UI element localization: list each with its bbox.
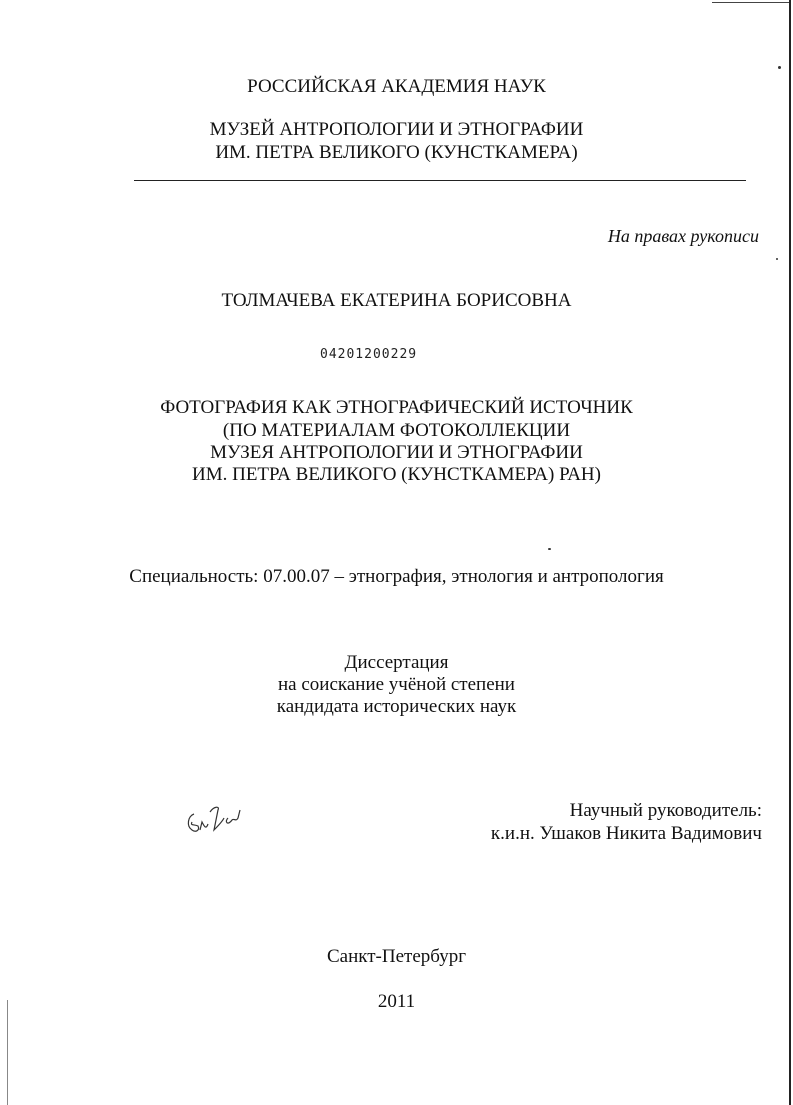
scan-edge-right [789, 0, 791, 1105]
header-divider [134, 180, 746, 181]
scan-speck [776, 258, 778, 260]
supervisor-label: Научный руководитель: [569, 800, 762, 821]
academy-name: РОССИЙСКАЯ АКАДЕМИЯ НАУК [247, 76, 546, 97]
dissertation-label: Диссертация [344, 652, 449, 673]
city: Санкт-Петербург [326, 946, 466, 967]
museum-name-line2: ИМ. ПЕТРА ВЕЛИКОГО (КУНСТКАМЕРА) [215, 142, 578, 163]
author-name: ТОЛМАЧЕВА ЕКАТЕРИНА БОРИСОВНА [221, 290, 572, 311]
year: 2011 [377, 991, 416, 1012]
scan-speck [548, 548, 551, 550]
degree-line: на соискание учёной степени [278, 674, 515, 695]
registration-number: 04201200229 [320, 347, 418, 362]
manuscript-note: На правах рукописи [607, 226, 759, 246]
title-line-4: ИМ. ПЕТРА ВЕЛИКОГО (КУНСТКАМЕРА) РАН) [191, 464, 601, 485]
title-line-1: ФОТОГРАФИЯ КАК ЭТНОГРАФИЧЕСКИЙ ИСТОЧНИК [160, 397, 633, 418]
title-line-2: (ПО МАТЕРИАЛАМ ФОТОКОЛЛЕКЦИИ [222, 420, 571, 441]
supervisor-name: к.и.н. Ушаков Никита Вадимович [490, 823, 762, 844]
specialty: Специальность: 07.00.07 – этнография, этнология и антропология [129, 566, 664, 587]
scan-edge-top [712, 2, 789, 3]
degree-field: кандидата исторических наук [276, 696, 517, 717]
title-line-3: МУЗЕЯ АНТРОПОЛОГИИ И ЭТНОГРАФИИ [210, 442, 583, 463]
scan-edge-left [7, 1000, 8, 1105]
handwritten-signature [184, 800, 254, 840]
scan-speck [778, 66, 781, 69]
museum-name-line1: МУЗЕЙ АНТРОПОЛОГИИ И ЭТНОГРАФИИ [209, 119, 584, 140]
